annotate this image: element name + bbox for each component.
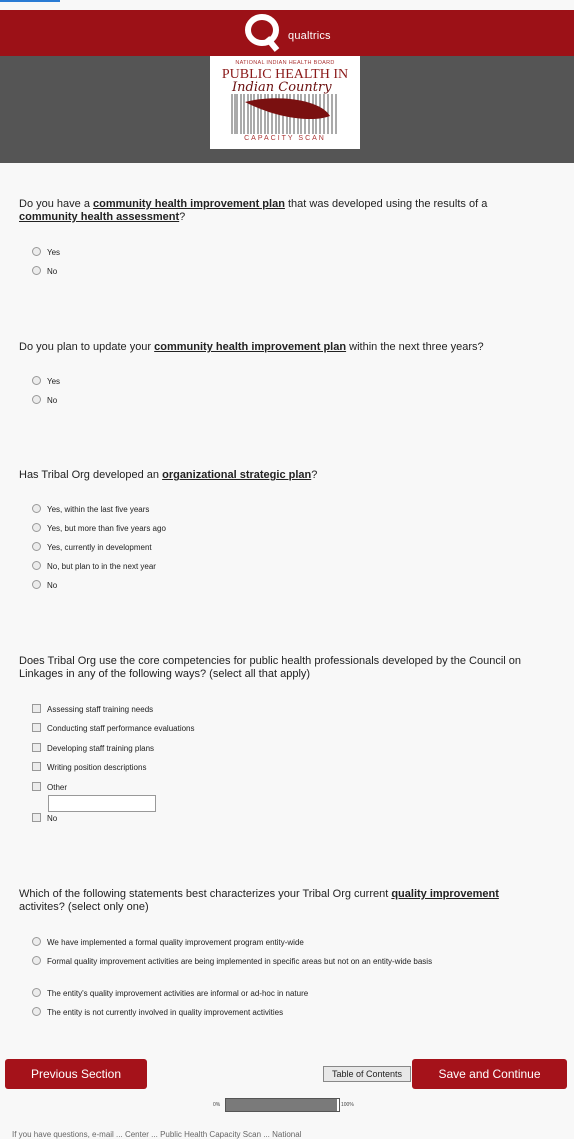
radio-button[interactable] <box>32 580 41 589</box>
option-label: Assessing staff training needs <box>47 705 154 714</box>
footer-text: If you have questions, e-mail ... Center ... Public Health Capacity Scan ... National <box>12 1130 302 1139</box>
radio-button[interactable] <box>32 1007 41 1016</box>
question-text: ? <box>311 469 318 481</box>
option-label: Yes, but more than five years ago <box>47 524 166 533</box>
question-3-text <box>19 469 539 482</box>
option-label: No <box>47 814 58 823</box>
radio-button[interactable] <box>32 247 41 256</box>
radio-button[interactable] <box>32 376 41 385</box>
term-link[interactable]: community health assessment <box>19 211 180 223</box>
checkbox[interactable] <box>32 762 41 771</box>
checkbox-option[interactable] <box>32 743 154 754</box>
table-of-contents-button[interactable]: Table of Contents <box>323 1066 411 1082</box>
option-label: No <box>47 396 58 405</box>
question-text: Do you plan to update your <box>19 341 155 353</box>
option-label: Yes, within the last five years <box>47 505 150 514</box>
option-label: Yes <box>47 377 61 386</box>
radio-option[interactable] <box>32 937 304 948</box>
checkbox-option[interactable] <box>32 723 195 734</box>
previous-section-button[interactable]: Previous Section <box>5 1059 147 1089</box>
other-text-field[interactable] <box>48 795 156 812</box>
radio-button[interactable] <box>32 988 41 997</box>
question-text: that was developed using the results of a <box>284 198 488 210</box>
progress-max-label: 100% <box>341 1102 354 1108</box>
banner-title: PUBLIC HEALTH IN <box>221 67 349 82</box>
radio-option[interactable] <box>32 247 60 258</box>
option-label: The entity is not currently involved in quality improvement activities <box>47 1008 284 1017</box>
qualtrics-logo-icon <box>243 12 283 52</box>
progress-min-label: 0% <box>213 1102 221 1108</box>
radio-button[interactable] <box>32 504 41 513</box>
question-text: within the next three years? <box>346 341 484 353</box>
checkbox[interactable] <box>32 782 41 791</box>
radio-option[interactable] <box>32 376 60 387</box>
option-label: We have implemented a formal quality improvement program entity-wide <box>47 938 304 947</box>
radio-option[interactable] <box>32 561 156 572</box>
checkbox-option[interactable] <box>32 704 153 715</box>
checkbox-option[interactable] <box>32 782 67 793</box>
question-text: activites? (select only one) <box>19 901 149 913</box>
checkbox[interactable] <box>32 723 41 732</box>
question-5-text <box>19 888 539 914</box>
brand-name: qualtrics <box>288 30 331 42</box>
radio-option[interactable] <box>32 523 166 534</box>
question-text: Do you have a <box>19 198 93 210</box>
radio-option[interactable] <box>32 1007 283 1018</box>
radio-button[interactable] <box>32 523 41 532</box>
radio-option[interactable] <box>32 580 57 591</box>
option-label: No, but plan to in the next year <box>47 562 156 571</box>
option-label: Writing position descriptions <box>47 763 147 772</box>
question-4-text: Does Tribal Org use the core competencies for public health professionals developed by the Council on Linkages in any of the following ways? (select all that apply) <box>19 655 522 680</box>
radio-option[interactable] <box>32 956 477 967</box>
checkbox-option[interactable] <box>32 813 57 824</box>
option-label: Other <box>47 783 68 792</box>
radio-button[interactable] <box>32 937 41 946</box>
barcode-feather-icon <box>230 94 340 134</box>
radio-option[interactable] <box>32 395 57 406</box>
checkbox[interactable] <box>32 813 41 822</box>
radio-button[interactable] <box>32 395 41 404</box>
radio-option[interactable] <box>32 504 149 515</box>
option-label: Yes <box>47 248 61 257</box>
option-label: Developing staff training plans <box>47 744 155 753</box>
question-text: Which of the following statements best characterizes your Tribal Org current <box>19 888 392 900</box>
radio-button[interactable] <box>32 956 41 965</box>
checkbox-option[interactable] <box>32 762 146 773</box>
option-label: Conducting staff performance evaluations <box>47 724 195 733</box>
question-1-text <box>19 198 539 224</box>
term-link[interactable]: community health improvement plan <box>93 198 285 210</box>
term-link[interactable]: organizational strategic plan <box>162 469 312 481</box>
radio-option[interactable] <box>32 266 57 277</box>
banner-subtitle: CAPACITY SCAN <box>244 135 326 142</box>
radio-option[interactable] <box>32 542 152 553</box>
top-accent-bar <box>0 0 60 2</box>
checkbox[interactable] <box>32 704 41 713</box>
question-2-text <box>19 341 539 354</box>
header-bar <box>0 10 574 56</box>
option-label: Yes, currently in development <box>47 543 152 552</box>
question-text: ? <box>179 211 186 223</box>
term-link[interactable]: quality improvement <box>391 888 499 900</box>
term-link[interactable]: community health improvement plan <box>154 341 347 353</box>
progress-fill <box>226 1099 337 1111</box>
option-label: The entity's quality improvement activities are informal or ad-hoc in nature <box>47 989 309 998</box>
question-text: Has Tribal Org developed an <box>19 469 163 481</box>
radio-button[interactable] <box>32 266 41 275</box>
progress-bar <box>225 1098 340 1112</box>
radio-option[interactable] <box>32 988 308 999</box>
radio-button[interactable] <box>32 542 41 551</box>
radio-button[interactable] <box>32 561 41 570</box>
option-label: No <box>47 267 58 276</box>
checkbox[interactable] <box>32 743 41 752</box>
banner-org: NATIONAL INDIAN HEALTH BOARD <box>235 60 335 66</box>
option-label: Formal quality improvement activities are being implemented in specific areas but not on an entity-wide basis <box>47 957 433 966</box>
banner-script: Indian Country <box>232 80 332 95</box>
option-label: No <box>47 581 58 590</box>
save-and-continue-button[interactable]: Save and Continue <box>412 1059 567 1089</box>
survey-banner <box>210 56 360 149</box>
